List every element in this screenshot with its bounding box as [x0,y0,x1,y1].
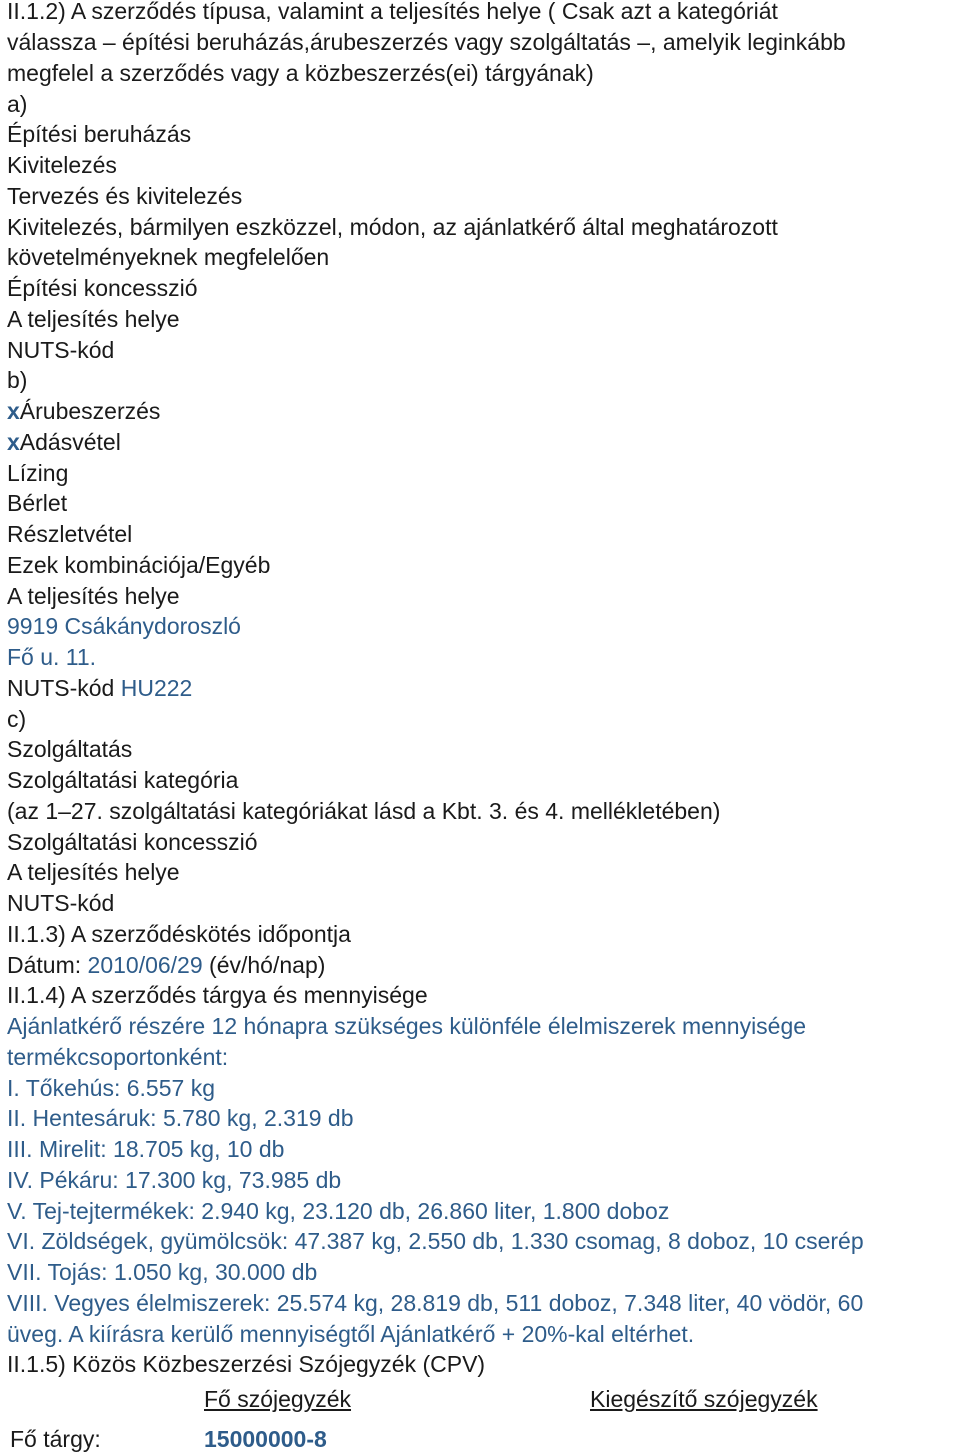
subject-intro: termékcsoportonként: [7,1044,229,1070]
text-line: Szolgáltatási koncesszió [7,829,258,855]
text-line: NUTS-kód [7,890,115,916]
text-line: Tervezés és kivitelezés [7,183,243,209]
option-label-b: b) [7,367,28,393]
text-line: Kivitelezés [7,152,117,178]
option-item: Részletvétel [7,521,133,547]
place-address: 9919 Csákánydoroszló [7,613,241,639]
cpv-extra-column-header: Kiegészítő szójegyzék [590,1386,818,1412]
date-label: Dátum: [7,952,82,978]
text-line: Kivitelezés, bármilyen eszközzel, módon, az ajánlatkérő által meghatározott [7,214,778,240]
contract-date-line [7,950,325,980]
quantity-item: I. Tőkehús: 6.557 kg [7,1075,215,1101]
text-line: válassza – építési beruházás,árubeszerzés vagy szolgáltatás –, amelyik leginkább [7,29,846,55]
text-line: megfelel a szerződés vagy a közbeszerzés(ei) tárgyának) [7,60,594,86]
date-format: (év/hó/nap) [209,952,326,978]
place-address-street: Fő u. 11. [7,644,97,670]
section-heading-2-1-3: II.1.3) A szerződéskötés időpontja [7,921,351,947]
text-line: A teljesítés helye [7,306,180,332]
quantity-item: II. Hentesáruk: 5.780 kg, 2.319 db [7,1105,354,1131]
quantity-item: üveg. A kiírásra kerülő mennyiségtől Ajánlatkérő + 20%-kal eltérhet. [7,1321,695,1347]
check-mark: x [7,429,20,455]
nuts-code-line [7,673,192,703]
text-line: követelményeknek megfelelően [7,244,330,270]
cpv-row-label: Fő tárgy: [10,1426,101,1452]
text-line: Szolgáltatás [7,736,133,762]
option-item: Lízing [7,460,69,486]
option-label-a: a) [7,91,28,117]
text-line: Építési beruházás [7,121,192,147]
check-mark: x [7,398,20,424]
cpv-main-column-header: Fő szójegyzék [204,1386,352,1412]
checked-item-label: Adásvétel [19,429,121,455]
subject-intro: Ajánlatkérő részére 12 hónapra szükséges különféle élelmiszerek mennyisége [7,1013,807,1039]
section-heading-2-1-4: II.1.4) A szerződés tárgya és mennyisége [7,982,428,1008]
option-item: Ezek kombinációja/Egyéb [7,552,271,578]
option-label-c: c) [7,706,27,732]
text-line: (az 1–27. szolgáltatási kategóriákat lásd a Kbt. 3. és 4. mellékletében) [7,798,721,824]
date-value: 2010/06/29 [87,952,203,978]
checked-item [7,396,160,426]
place-label: A teljesítés helye [7,583,180,609]
text-line: Építési koncesszió [7,275,198,301]
checked-item-label: Árubeszerzés [19,398,161,424]
quantity-item: III. Mirelit: 18.705 kg, 10 db [7,1136,285,1162]
quantity-item: VII. Tojás: 1.050 kg, 30.000 db [7,1259,318,1285]
text-line: A teljesítés helye [7,859,180,885]
checked-item [7,427,121,457]
quantity-item: VIII. Vegyes élelmiszerek: 25.574 kg, 28.819 db, 511 doboz, 7.348 liter, 40 vödör, 60 [7,1290,864,1316]
text-line: NUTS-kód [7,337,115,363]
nuts-label: NUTS-kód [7,675,115,701]
quantity-item: IV. Pékáru: 17.300 kg, 73.985 db [7,1167,342,1193]
quantity-item: V. Tej-tejtermékek: 2.940 kg, 23.120 db, 26.860 liter, 1.800 doboz [7,1198,670,1224]
section-heading-2-1-2: II.1.2) A szerződés típusa, valamint a teljesítés helye ( Csak azt a kategóriát [7,0,778,24]
option-item: Bérlet [7,490,68,516]
quantity-item: VI. Zöldségek, gyümölcsök: 47.387 kg, 2.550 db, 1.330 csomag, 8 doboz, 10 cserép [7,1228,864,1254]
text-line: Szolgáltatási kategória [7,767,239,793]
section-heading-2-1-5: II.1.5) Közös Közbeszerzési Szójegyzék (CPV) [7,1351,486,1377]
nuts-value: HU222 [120,675,193,701]
cpv-main-code: 15000000-8 [204,1426,327,1452]
